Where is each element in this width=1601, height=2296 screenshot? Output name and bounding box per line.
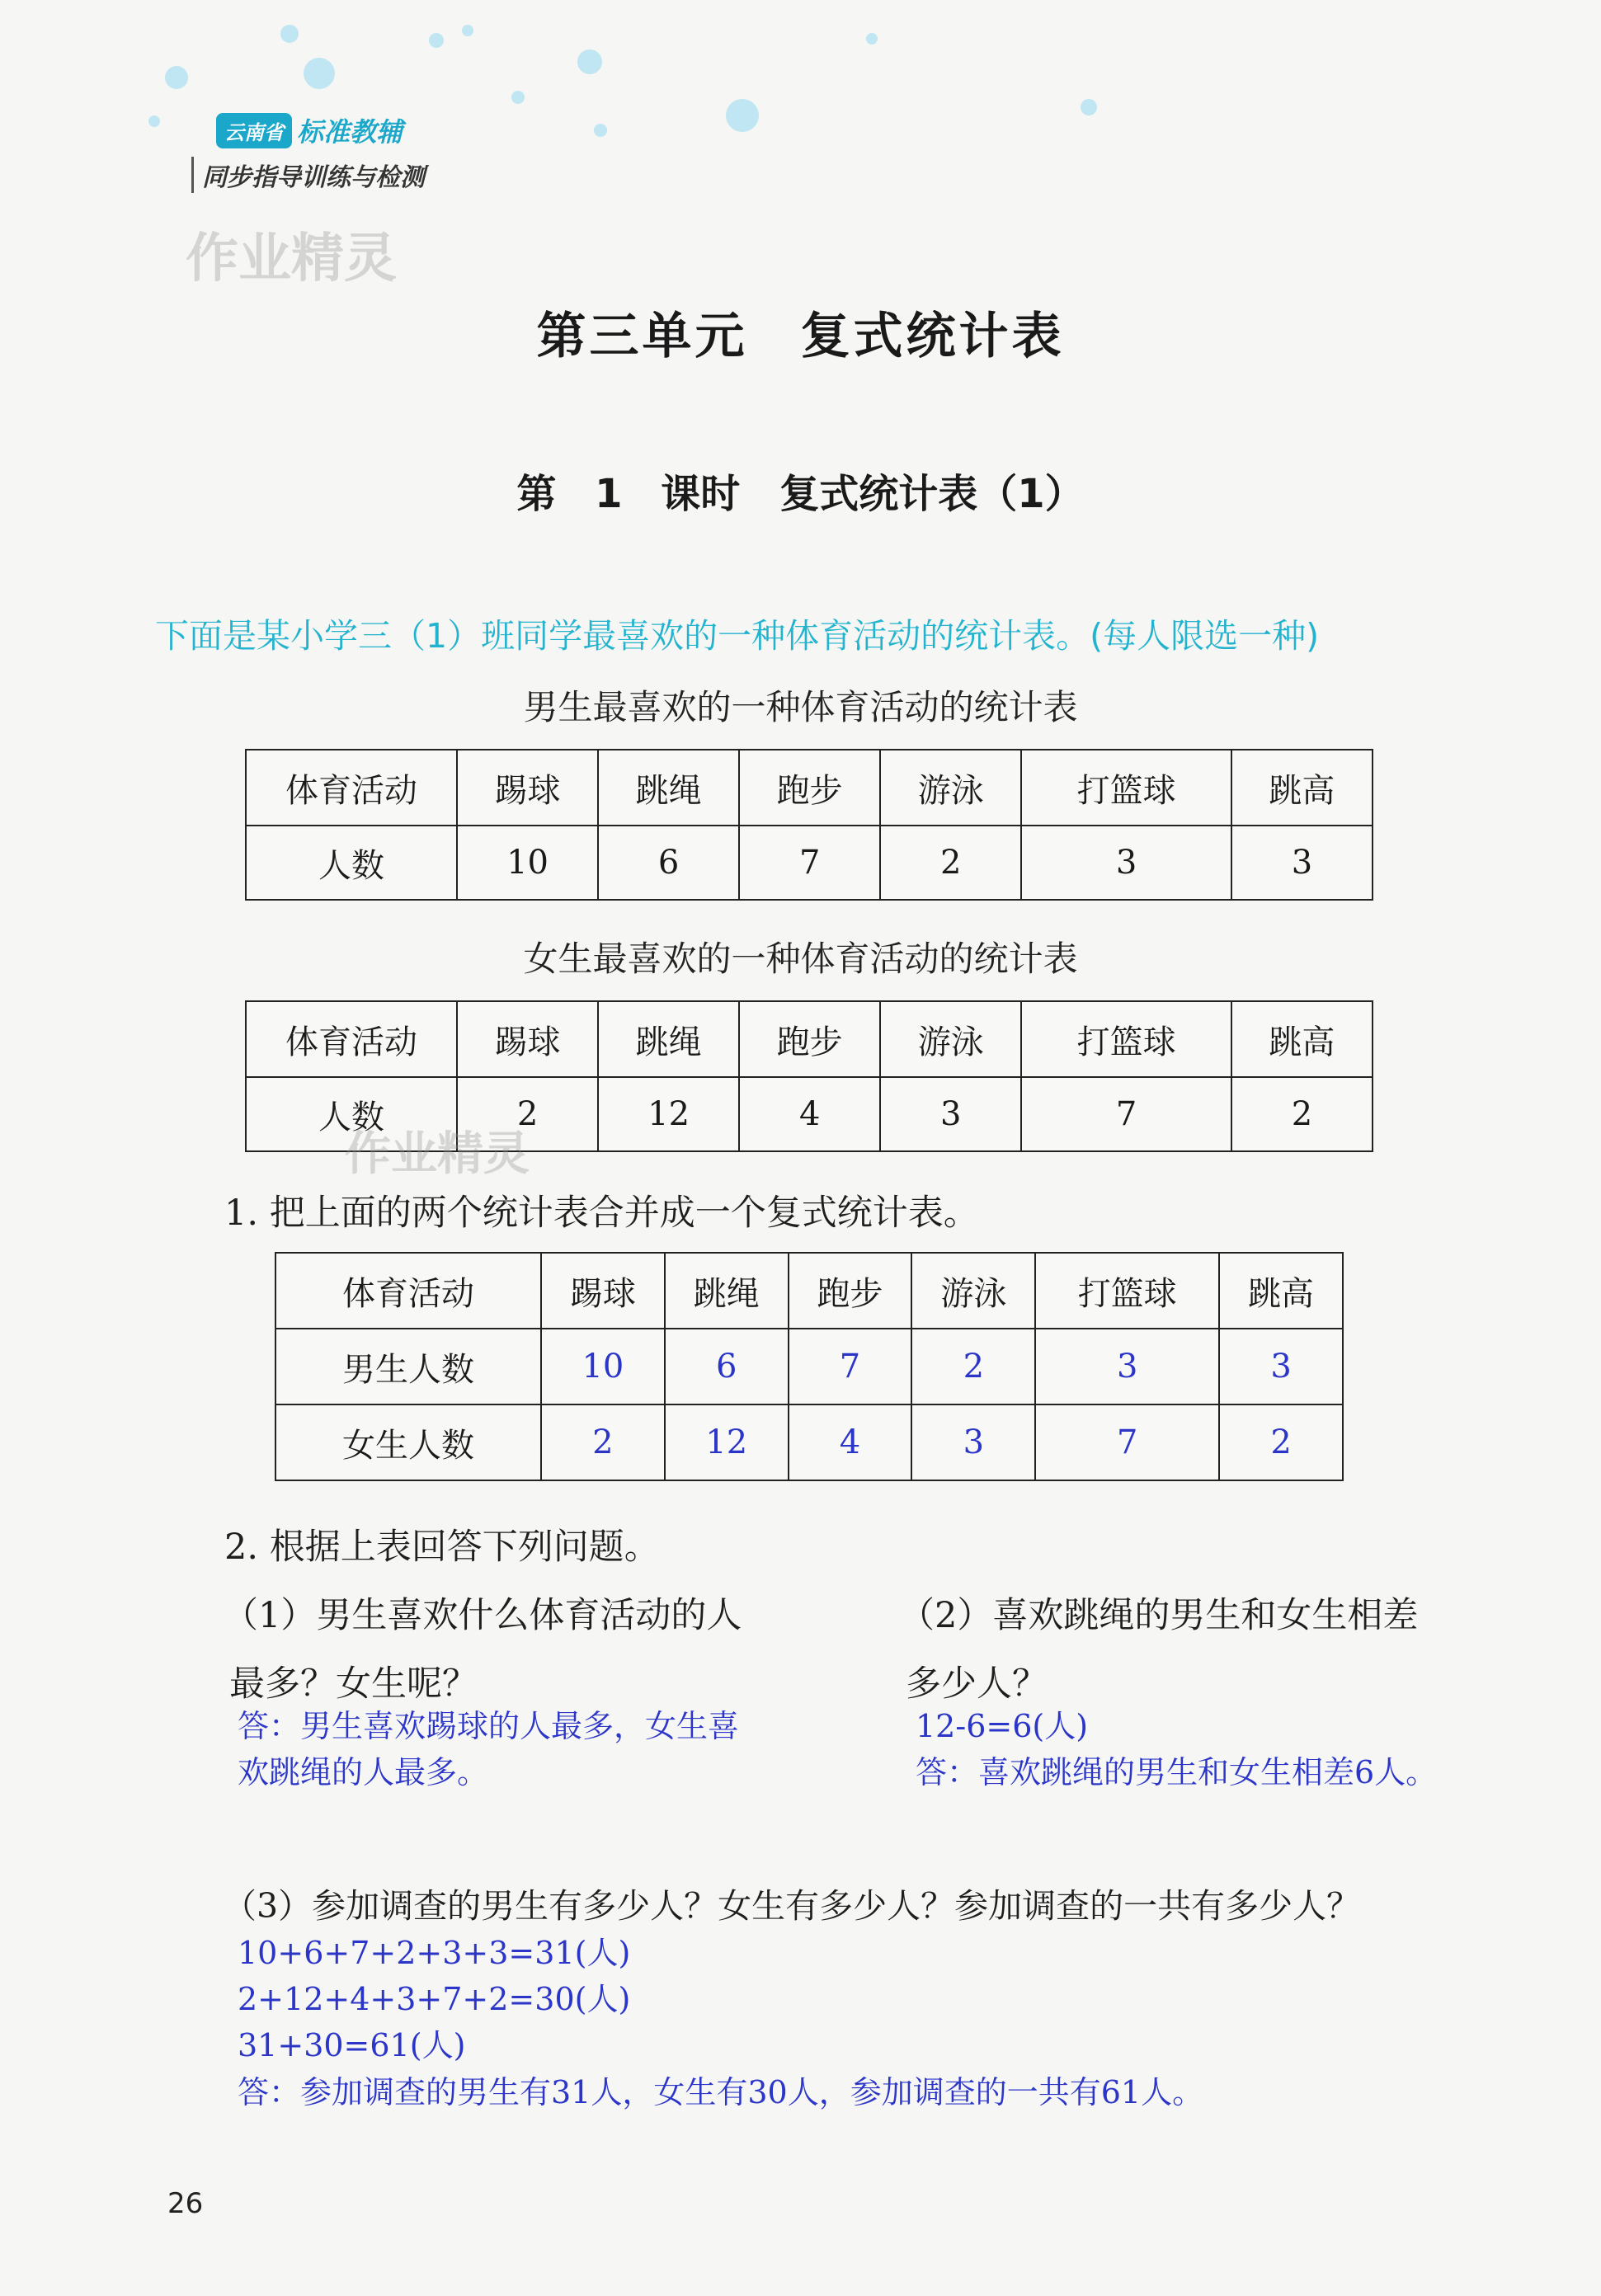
question-2-1-line1: （1）男生喜欢什么体育活动的人 [223, 1595, 742, 1636]
question-2-2-line1: （2）喜欢跳绳的男生和女生相差 [899, 1595, 1419, 1636]
table-cell: 4 [789, 1404, 912, 1480]
table-cell: 2 [880, 826, 1021, 900]
table-row-label: 人数 [246, 826, 457, 900]
question-2-3: （3）参加调查的男生有多少人？女生有多少人？参加调查的一共有多少人？ [223, 1886, 1361, 1926]
question-1: 1. 把上面的两个统计表合并成一个复式统计表。 [224, 1193, 979, 1234]
table-row-label: 男生人数 [275, 1329, 541, 1404]
page-number: 26 [167, 2187, 204, 2220]
girls-table-caption: 女生最喜欢的一种体育活动的统计表 [523, 939, 1078, 979]
question-2-1-line2: 最多？女生呢？ [229, 1663, 478, 1705]
table-cell: 3 [1035, 1329, 1219, 1404]
table-header-cell: 打篮球 [1021, 750, 1231, 826]
decor-dot [304, 58, 335, 89]
brand-badge: 云南省 [216, 113, 292, 148]
table-header-cell: 跳高 [1219, 1253, 1343, 1329]
decor-dot [511, 91, 525, 104]
table-cell: 2 [911, 1329, 1035, 1404]
table-cell: 7 [1035, 1404, 1219, 1480]
answer-2-1-line2: 欢跳绳的人最多。 [238, 1754, 489, 1790]
table-cell: 3 [911, 1404, 1035, 1480]
answer-2-1-line1: 答：男生喜欢踢球的人最多，女生喜 [238, 1708, 740, 1744]
table-header-cell: 跑步 [739, 750, 880, 826]
table-header-cell: 跳绳 [598, 1001, 739, 1077]
table-cell: 10 [541, 1329, 665, 1404]
table-cell: 3 [880, 1077, 1021, 1151]
decor-dot [594, 124, 607, 137]
answer-2-3-line1: 10+6+7+2+3+3=31(人) [238, 1935, 631, 1971]
table-header-cell: 体育活动 [246, 750, 457, 826]
table-cell: 3 [1219, 1329, 1343, 1404]
unit-title: 第三单元 复式统计表 [536, 308, 1065, 365]
question-2-2-line2: 多少人？ [906, 1663, 1048, 1705]
table-cell: 12 [598, 1077, 739, 1151]
table-header-cell: 打篮球 [1035, 1253, 1219, 1329]
decor-dot [148, 115, 160, 127]
answer-2-3-line2: 2+12+4+3+7+2=30(人) [238, 1981, 631, 2017]
answer-2-3-line4: 答：参加调查的男生有31人，女生有30人，参加调查的一共有61人。 [238, 2074, 1204, 2110]
table-row-label: 人数 [246, 1077, 457, 1151]
decor-dot [429, 33, 444, 48]
watermark: 作业精灵 [186, 228, 397, 289]
table-header-cell: 跑步 [739, 1001, 880, 1077]
table-cell: 2 [457, 1077, 598, 1151]
table-cell: 6 [598, 826, 739, 900]
table-cell: 2 [541, 1404, 665, 1480]
table-header-cell: 跑步 [789, 1253, 912, 1329]
table-header-cell: 跳高 [1231, 1001, 1373, 1077]
table-header-cell: 跳高 [1231, 750, 1373, 826]
table-header-cell: 打篮球 [1021, 1001, 1231, 1077]
table-cell: 10 [457, 826, 598, 900]
decor-dot [462, 25, 473, 36]
intro-text: 下面是某小学三（1）班同学最喜欢的一种体育活动的统计表。(每人限选一种) [155, 616, 1320, 656]
table-header-cell: 游泳 [880, 750, 1021, 826]
table-header-cell: 踢球 [457, 1001, 598, 1077]
table-header-cell: 体育活动 [275, 1253, 541, 1329]
decor-dot [866, 33, 878, 45]
table-cell: 2 [1219, 1404, 1343, 1480]
decor-dot [1081, 99, 1097, 115]
combined-table [275, 1252, 1344, 1481]
table-header-cell: 跳绳 [598, 750, 739, 826]
answer-2-3-line3: 31+30=61(人) [238, 2027, 466, 2063]
table-cell: 3 [1231, 826, 1373, 900]
decor-dot [726, 99, 759, 132]
watermark: 作业精灵 [345, 1127, 530, 1181]
brand-name: 标准教辅 [297, 116, 403, 148]
boys-table [245, 749, 1373, 901]
boys-table-caption: 男生最喜欢的一种体育活动的统计表 [523, 687, 1078, 727]
table-header-cell: 游泳 [911, 1253, 1035, 1329]
table-cell: 3 [1021, 826, 1231, 900]
decor-dot [280, 25, 299, 43]
table-header-cell: 跳绳 [665, 1253, 789, 1329]
table-row-label: 女生人数 [275, 1404, 541, 1480]
table-cell: 7 [1021, 1077, 1231, 1151]
question-2: 2. 根据上表回答下列问题。 [224, 1527, 660, 1568]
brand-logo [216, 111, 403, 149]
decor-dot [165, 66, 188, 89]
decor-dot [577, 49, 602, 74]
answer-2-2-line2: 答：喜欢跳绳的男生和女生相差6人。 [916, 1754, 1438, 1790]
table-cell: 12 [665, 1404, 789, 1480]
table-cell: 7 [739, 826, 880, 900]
table-header-cell: 体育活动 [246, 1001, 457, 1077]
answer-2-2-line1: 12-6=6(人) [916, 1708, 1089, 1744]
table-cell: 2 [1231, 1077, 1373, 1151]
lesson-title: 第 1 课时 复式统计表（1） [516, 471, 1085, 517]
table-header-cell: 踢球 [541, 1253, 665, 1329]
table-header-cell: 踢球 [457, 750, 598, 826]
table-cell: 6 [665, 1329, 789, 1404]
table-cell: 7 [789, 1329, 912, 1404]
table-header-cell: 游泳 [880, 1001, 1021, 1077]
table-cell: 4 [739, 1077, 880, 1151]
brand-subtitle: 同步指导训练与检测 [191, 157, 425, 193]
